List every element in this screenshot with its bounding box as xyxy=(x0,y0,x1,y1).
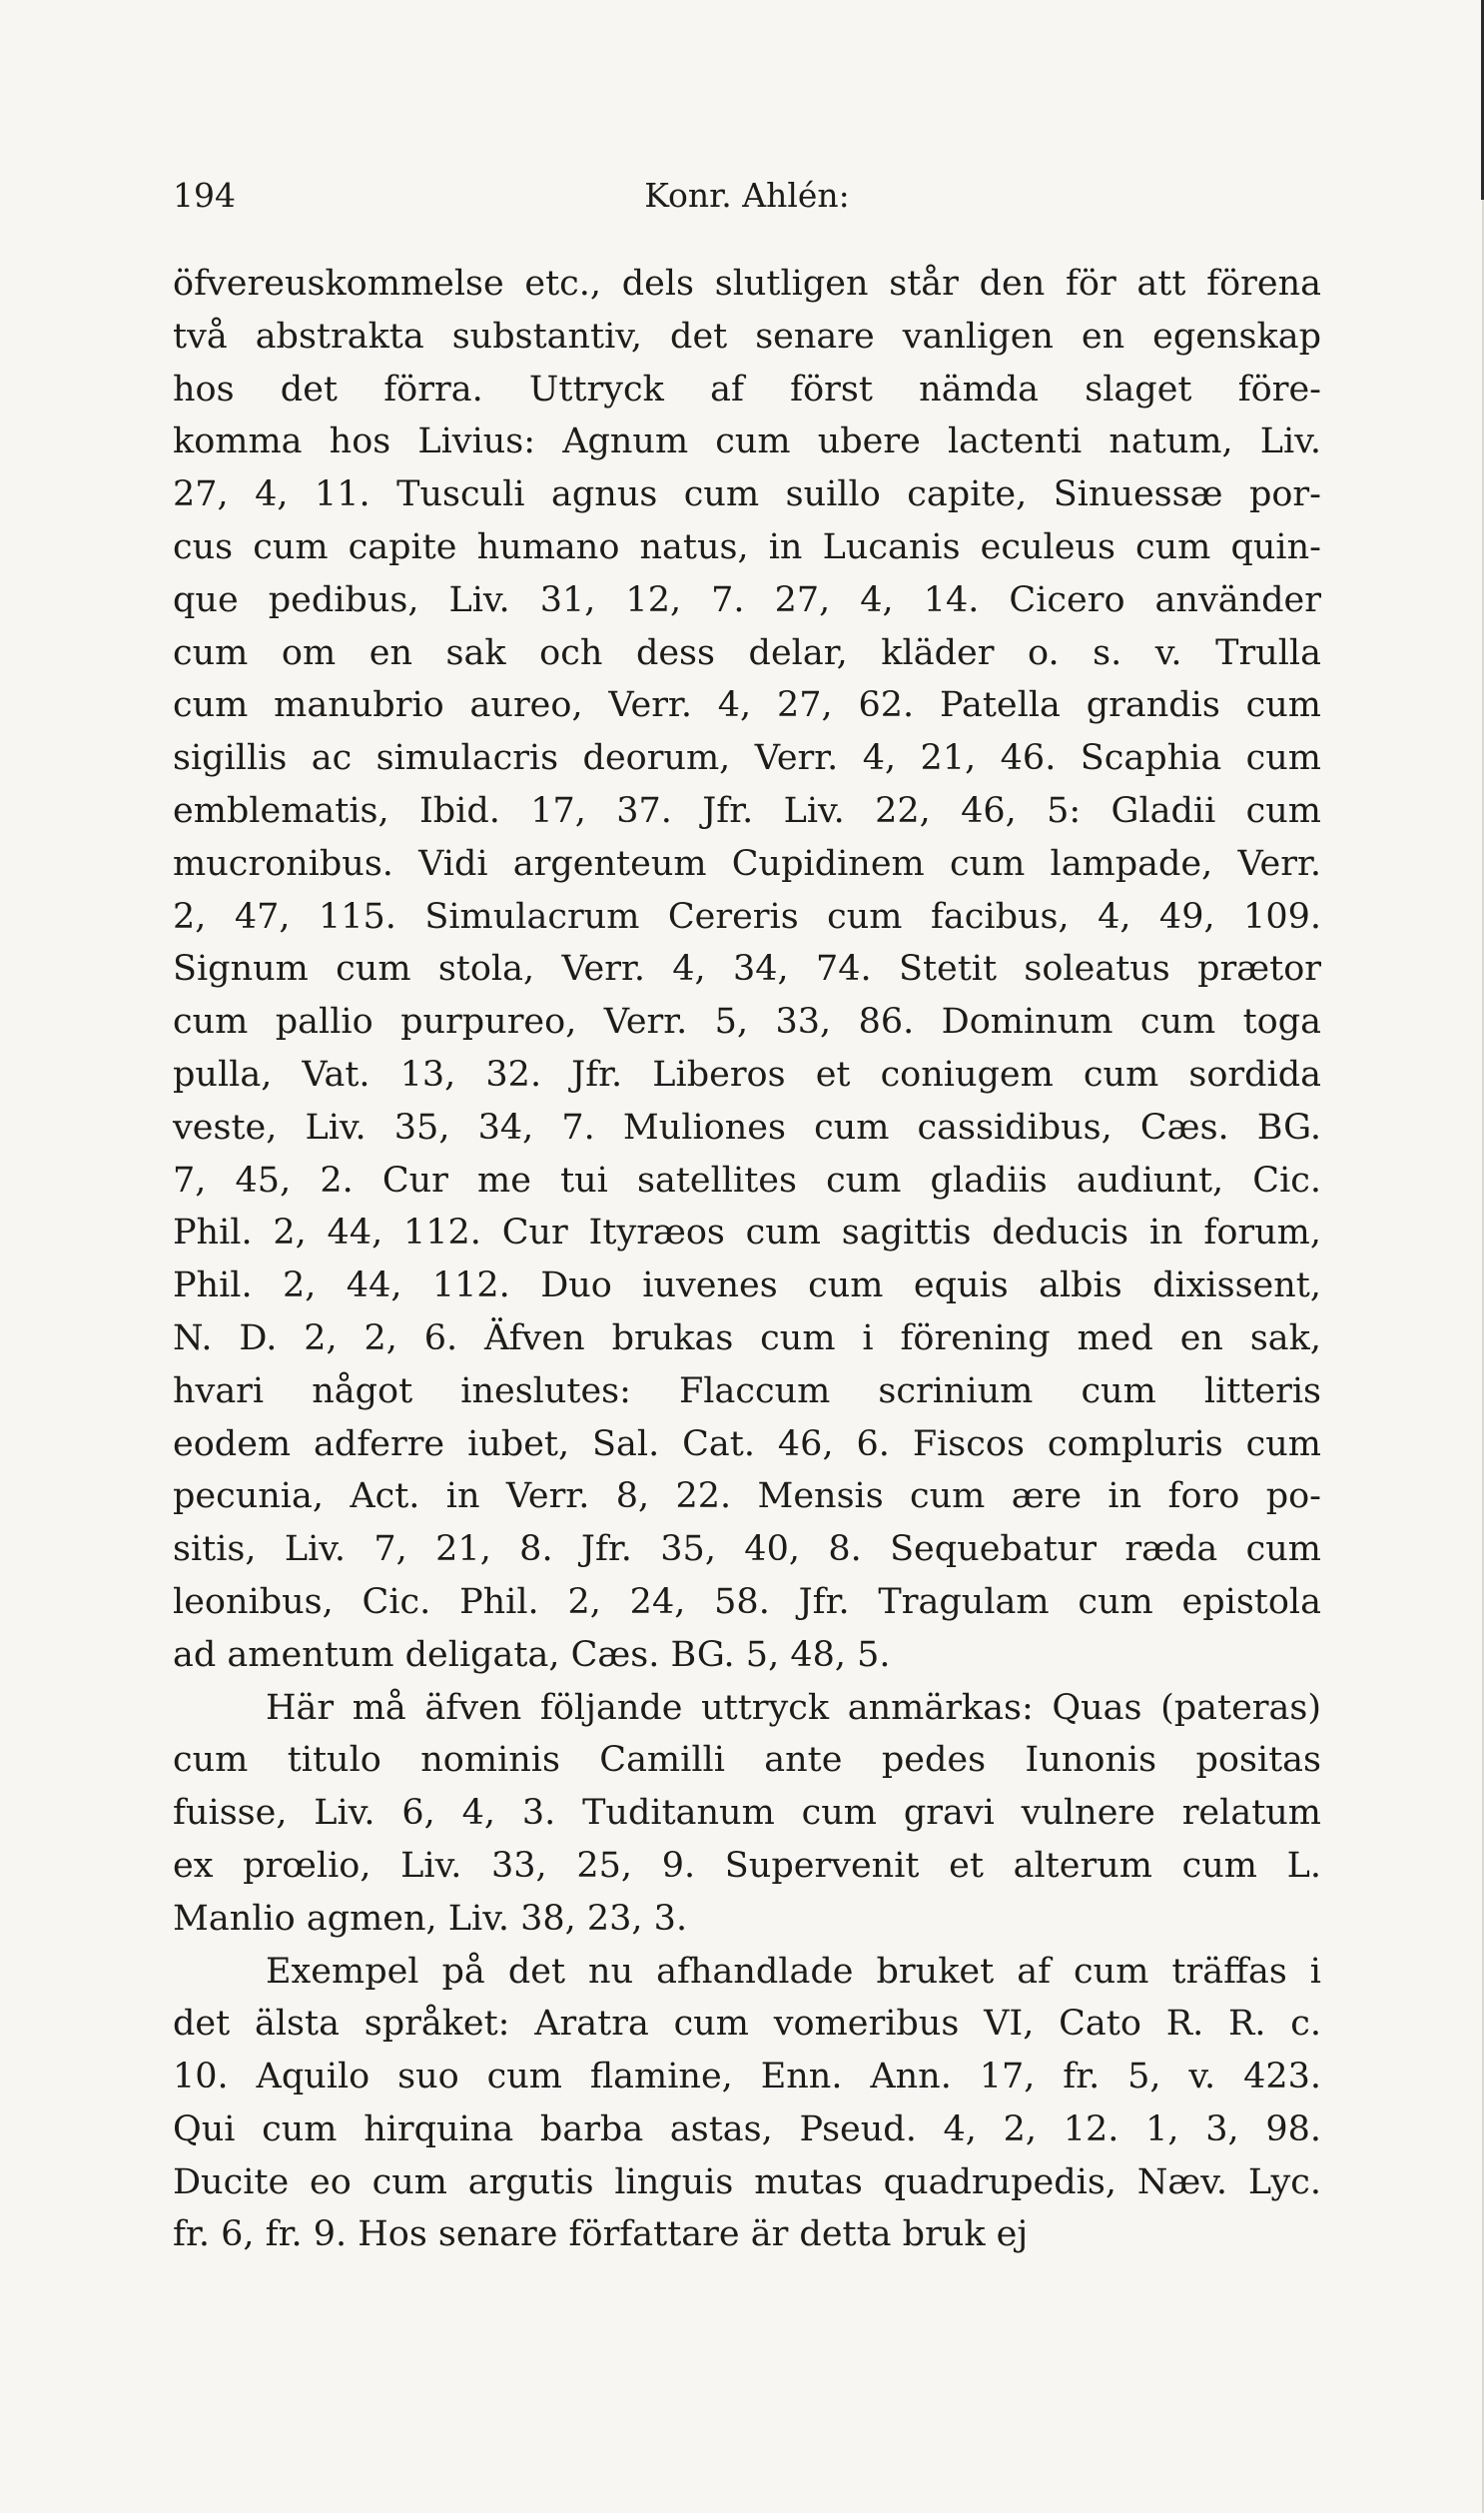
text-line: Phil. 2, 44, 112. Duo iuvenes cum equis albis dixissent, xyxy=(173,1265,1321,1306)
text-line: cum manubrio aureo, Verr. 4, 27, 62. Patella grandis cum xyxy=(173,685,1321,726)
text-line: sigillis ac simulacris deorum, Verr. 4, 21, 46. Scaphia cum xyxy=(173,738,1321,779)
text-line: N. D. 2, 2, 6. Äfven brukas cum i förening med en sak, xyxy=(173,1317,1321,1358)
text-line: hvari något ineslutes: Flaccum scrinium cum litteris xyxy=(173,1370,1321,1411)
text-line: det älsta språket: Aratra cum vomeribus VI, Cato R. R. c. xyxy=(173,2004,1321,2045)
text-line: öfvereuskommelse etc., dels slutligen står den för att förena xyxy=(173,264,1321,304)
text-line: komma hos Livius: Agnum cum ubere lactenti natum, Liv. xyxy=(173,421,1321,462)
text-line: Phil. 2, 44, 112. Cur Ityræos cum sagittis deducis in forum, xyxy=(173,1213,1321,1254)
text-line: pulla, Vat. 13, 32. Jfr. Liberos et coniugem cum sordida xyxy=(173,1054,1321,1095)
text-line: ex prœlio, Liv. 33, 25, 9. Supervenit et alterum cum L. xyxy=(173,1845,1321,1886)
page-header xyxy=(173,176,1321,226)
text-line: mucronibus. Vidi argenteum Cupidinem cum lampade, Verr. xyxy=(173,843,1321,884)
text-line: 2, 47, 115. Simulacrum Cereris cum facibus, 4, 49, 109. xyxy=(173,896,1321,937)
body-text xyxy=(173,258,1321,2261)
text-line: Ducite eo cum argutis linguis mutas quadrupedis, Næv. Lyc. xyxy=(173,2161,1321,2202)
text-line: cum titulo nominis Camilli ante pedes Iunonis positas xyxy=(173,1740,1321,1781)
text-line: cum om en sak och dess delar, kläder o. s. v. Trulla xyxy=(173,632,1321,673)
text-line: que pedibus, Liv. 31, 12, 7. 27, 4, 14. Cicero använder xyxy=(173,579,1321,620)
text-line: emblematis, Ibid. 17, 37. Jfr. Liv. 22, 46, 5: Gladii cum xyxy=(173,790,1321,831)
text-line: Exempel på det nu afhandlade bruket af cum träffas i xyxy=(266,1951,1321,1992)
running-title: Konr. Ahlén: xyxy=(644,176,850,215)
text-line: pecunia, Act. in Verr. 8, 22. Mensis cum ære in foro po- xyxy=(173,1476,1321,1517)
text-line: Qui cum hirquina barba astas, Pseud. 4, 2, 12. 1, 3, 98. xyxy=(173,2108,1321,2149)
text-line: cum pallio purpureo, Verr. 5, 33, 86. Dominum cum toga xyxy=(173,1002,1321,1043)
text-line: sitis, Liv. 7, 21, 8. Jfr. 35, 40, 8. Sequebatur ræda cum xyxy=(173,1529,1321,1570)
text-line: cus cum capite humano natus, in Lucanis eculeus cum quin- xyxy=(173,526,1321,567)
page-number: 194 xyxy=(173,176,236,215)
text-line: fr. 6, fr. 9. Hos senare författare är detta bruk ej xyxy=(173,2214,1029,2255)
text-line: 10. Aquilo suo cum flamine, Enn. Ann. 17, fr. 5, v. 423. xyxy=(173,2057,1321,2097)
text-line: Här må äfven följande uttryck anmärkas: Quas (pateras) xyxy=(266,1687,1321,1728)
text-line: 7, 45, 2. Cur me tui satellites cum gladiis audiunt, Cic. xyxy=(173,1160,1321,1201)
text-line: fuisse, Liv. 6, 4, 3. Tuditanum cum gravi vulnere relatum xyxy=(173,1793,1321,1834)
text-line: hos det förra. Uttryck af först nämda slaget före- xyxy=(173,369,1321,410)
text-line: eodem adferre iubet, Sal. Cat. 46, 6. Fiscos compluris cum xyxy=(173,1423,1321,1464)
text-line: Signum cum stola, Verr. 4, 34, 74. Stetit soleatus prætor xyxy=(173,949,1321,990)
text-line: ad amentum deligata, Cæs. BG. 5, 48, 5. xyxy=(173,1634,891,1675)
text-line: två abstrakta substantiv, det senare vanligen en egenskap xyxy=(173,316,1321,357)
text-line: veste, Liv. 35, 34, 7. Muliones cum cassidibus, Cæs. BG. xyxy=(173,1107,1321,1148)
text-line: leonibus, Cic. Phil. 2, 24, 58. Jfr. Tragulam cum epistola xyxy=(173,1581,1321,1622)
text-line: Manlio agmen, Liv. 38, 23, 3. xyxy=(173,1898,688,1939)
text-line: 27, 4, 11. Tusculi agnus cum suillo capite, Sinuessæ por- xyxy=(173,474,1321,515)
